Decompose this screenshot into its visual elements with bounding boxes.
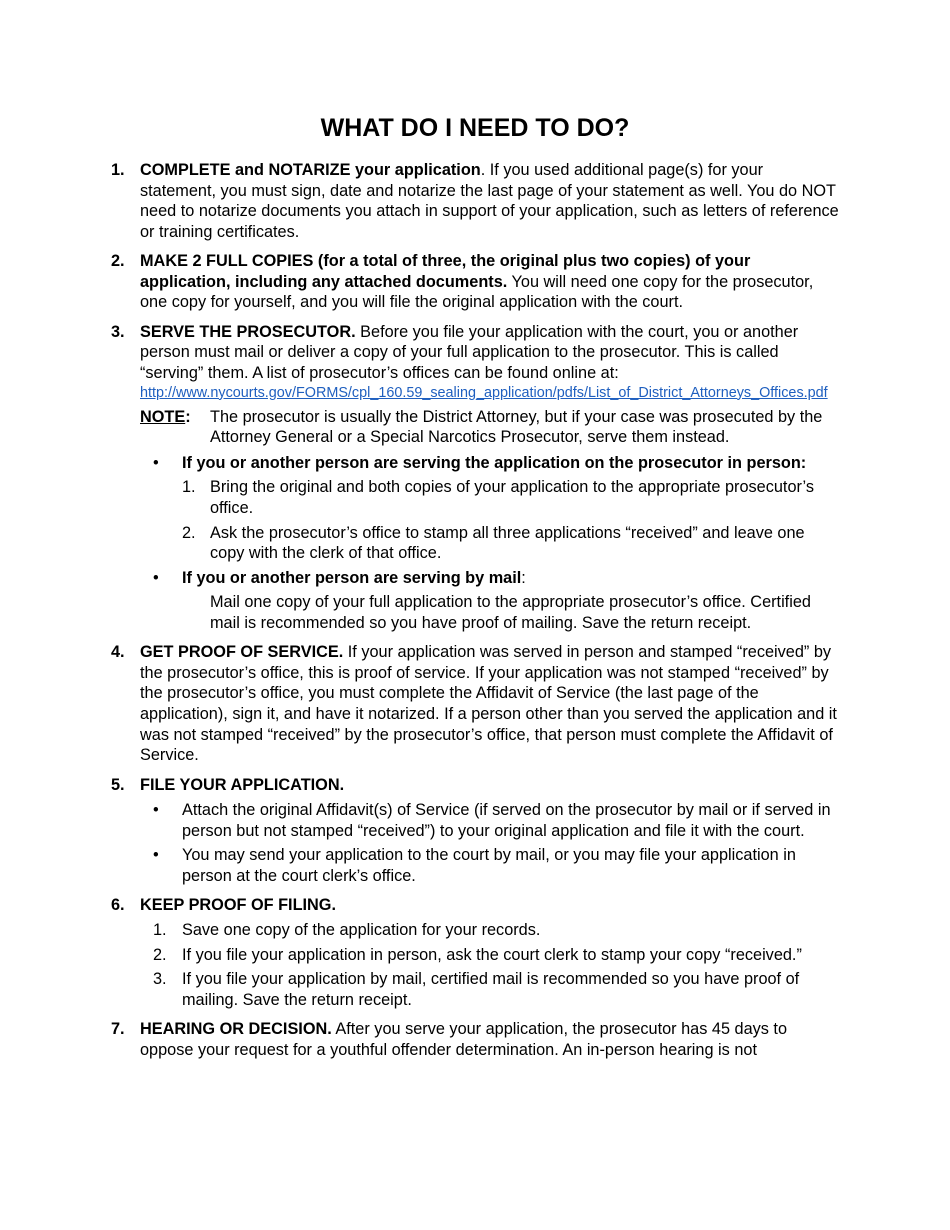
- bullet-icon: •: [153, 453, 159, 472]
- list-item: 1. Save one copy of the application for your records.: [153, 920, 541, 939]
- filing-proof-steps: [140, 920, 841, 1010]
- item-text: [140, 642, 841, 766]
- item-body: Before you file your application with the court, you or another person must mail or deliver a copy of your full application to the prosecutor. This is called “serving” them. A list of prosecutor’s offices can be found online at:: [140, 322, 799, 382]
- list-item: 1. Bring the original and both copies of your application to the appropriate prosecutor’s office.: [182, 478, 814, 517]
- list-item: • You may send your application to the court by mail, or you may file your application in person at the court clerk’s office.: [153, 846, 796, 885]
- page-title: WHAT DO I NEED TO DO?: [320, 114, 630, 142]
- item-number: 3.: [111, 322, 125, 341]
- item-body: If your application was served in person and stamped “received” by the prosecutor’s office, this is proof of service. If your application was not stamped “received” by the prosecutor’s office, you must complete the Affidavit of Service (the last page of the application), sign it, and have it notarized. If a person other than you served the application and it was not stamped “received” by the prosecutor’s office, that person must complete the Affidavit of Service.: [140, 643, 837, 765]
- note-text: The prosecutor is usually the District Attorney, but if your case was prosecuted by the Attorney General or a Special Narcotics Prosecutor, serve them instead.: [210, 407, 823, 447]
- in-person-steps: [182, 477, 841, 563]
- item-number: 4.: [111, 643, 125, 662]
- item-number: 7.: [111, 1020, 125, 1039]
- item-heading: FILE YOUR APPLICATION.: [140, 775, 345, 794]
- bullet-heading: If you or another person are serving by mail: [182, 568, 522, 587]
- bullet-icon: •: [153, 568, 159, 587]
- item-text: [140, 251, 841, 313]
- serving-methods-list: [140, 453, 841, 634]
- filing-bullets: [140, 800, 841, 886]
- item-text: [140, 322, 841, 384]
- item-number: 1.: [111, 161, 125, 179]
- prosecutor-offices-link[interactable]: http://www.nycourts.gov/FORMS/cpl_160.59_sealing_application/pdfs/List_of_District_Attorneys_Offices.pdf: [140, 384, 828, 401]
- instructions-list: [111, 160, 841, 1069]
- mail-instructions: Mail one copy of your full application to the appropriate prosecutor’s office. Certified mail is recommended so you have proof of mailing. Save the return receipt.: [210, 593, 811, 632]
- item-text: [140, 775, 841, 796]
- item-text: [140, 160, 841, 242]
- item-heading: MAKE 2 FULL COPIES (for a total of three, the original plus two copies) of your application, including any attached documents.: [140, 252, 751, 291]
- instruction-item-4: [111, 642, 841, 766]
- list-item: • If you or another person are serving by mail: Mail one copy of your full application to the appropriate prosecutor’s office. Certified mail is recommended so you have proof of mailing. Save the return receipt.: [140, 568, 841, 634]
- instruction-item-1: [111, 160, 841, 242]
- note-label: NOTE:: [140, 407, 191, 426]
- list-item: 2. Ask the prosecutor’s office to stamp all three applications “received” and leave one copy with the clerk of that office.: [182, 523, 805, 563]
- instruction-item-2: [111, 251, 841, 313]
- item-heading: COMPLETE and NOTARIZE your application: [140, 161, 481, 179]
- item-number: 2.: [111, 252, 125, 271]
- instruction-item-7: [111, 1019, 841, 1060]
- instruction-item-6: [111, 895, 841, 1010]
- bullet-heading: If you or another person are serving the application on the prosecutor in person:: [182, 453, 807, 472]
- item-heading: GET PROOF OF SERVICE.: [140, 643, 344, 662]
- item-heading: KEEP PROOF OF FILING.: [140, 896, 336, 915]
- list-item: 2. If you file your application in person, ask the court clerk to stamp your copy “received.”: [153, 945, 802, 964]
- item-number: 5.: [111, 775, 125, 794]
- item-heading: SERVE THE PROSECUTOR.: [140, 322, 356, 341]
- list-item: [140, 453, 841, 564]
- item-number: 6.: [111, 896, 125, 915]
- bullet-icon: •: [153, 801, 159, 820]
- instruction-item-3: [111, 322, 841, 634]
- list-item: • Attach the original Affidavit(s) of Service (if served on the prosecutor by mail or if served in person but not stamped “received”) to your original application and file it with the court.: [153, 801, 831, 840]
- item-text: [140, 1019, 841, 1060]
- item-heading: HEARING OR DECISION.: [140, 1020, 332, 1039]
- bullet-icon: •: [153, 846, 159, 865]
- instruction-item-5: [111, 775, 841, 887]
- note-block: [140, 407, 841, 448]
- list-item: 3. If you file your application by mail, certified mail is recommended so you have proof of mailing. Save the return receipt.: [153, 970, 800, 1009]
- item-body: You will need one copy for the prosecutor, one copy for yourself, and you will file the original application with the court.: [140, 272, 814, 312]
- item-text: [140, 895, 841, 916]
- item-body: After you serve your application, the prosecutor has 45 days to oppose your request for a youthful offender determination. An in-person hearing is not: [140, 1020, 788, 1059]
- item-body: . If you used additional page(s) for your statement, you must sign, date and notarize the last page of your statement as well. You do NOT need to notarize documents you attach in support of your application, such as letters of reference or training certificates.: [140, 161, 839, 241]
